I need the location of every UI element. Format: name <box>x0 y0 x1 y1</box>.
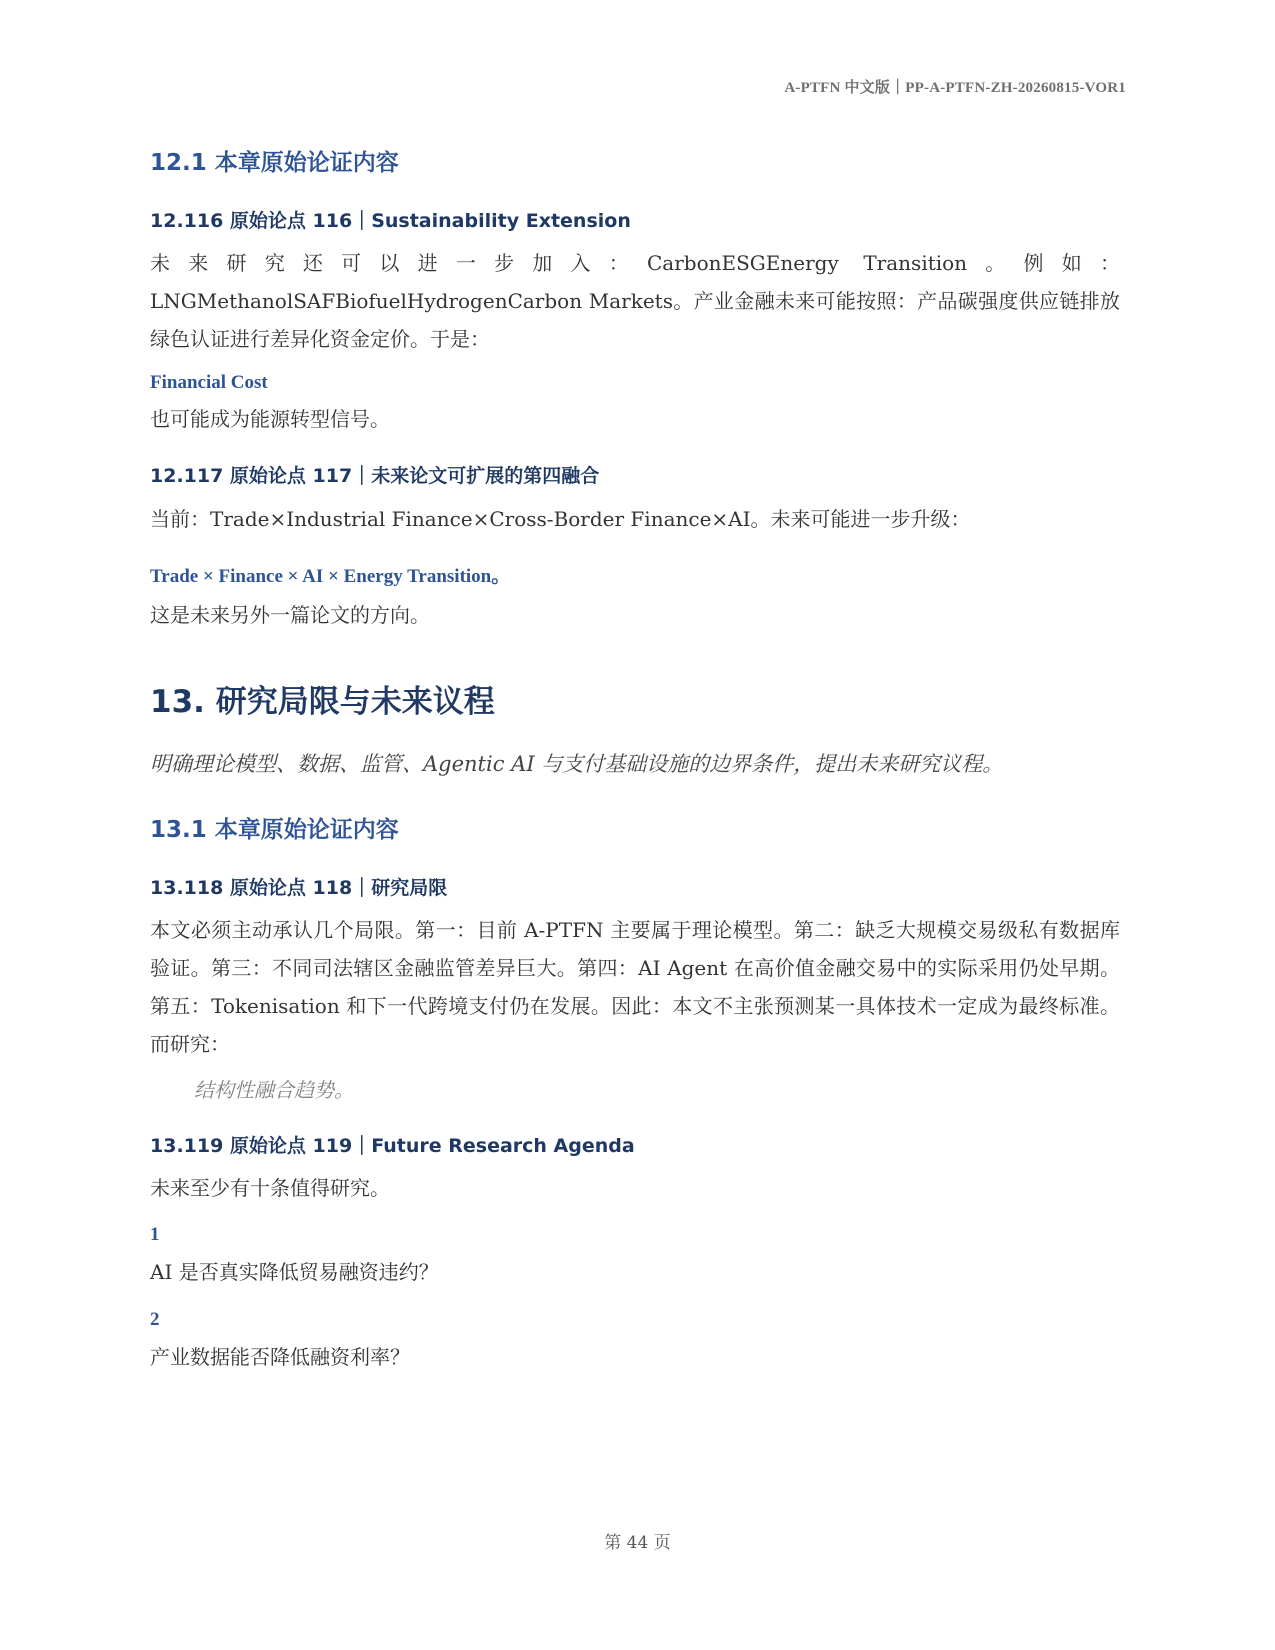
section-heading-12-1: 12.1 本章原始论证内容 <box>150 150 399 176</box>
point-117-after: 这是未来另外一篇论文的方向。 <box>150 603 430 627</box>
point-heading-118: 13.118 原始论点 118｜研究局限 <box>150 877 448 899</box>
agenda-item-number: 1 <box>150 1224 160 1245</box>
financial-cost-label: Financial Cost <box>150 372 268 393</box>
point-118-body: 本文必须主动承认几个局限。第一：目前 A-PTFN 主要属于理论模型。第二：缺乏大规模交易级私有数据库验证。第三：不同司法辖区金融监管差异巨大。第四：AI Agent 在高价值金融交易中的实际采用仍处早期。第五：Tokenisation 和下一代跨境支付仍在发展。因此：本文不主张预测某一具体技术一定成为最终标准。而研究： <box>150 918 1120 1056</box>
point-116-after: 也可能成为能源转型信号。 <box>150 407 390 431</box>
convergence-formula: Trade × Finance × AI × Energy Transition。 <box>150 566 511 587</box>
section-heading-13-1: 13.1 本章原始论证内容 <box>150 817 399 843</box>
agenda-item-number: 2 <box>150 1309 160 1330</box>
point-heading-117: 12.117 原始论点 117｜未来论文可扩展的第四融合 <box>150 465 600 487</box>
agenda-item-text: 产业数据能否降低融资利率？ <box>150 1345 410 1369</box>
agenda-item-text: AI 是否真实降低贸易融资违约？ <box>150 1260 439 1284</box>
running-header: A-PTFN 中文版｜PP-A-PTFN-ZH-20260815-VOR1 <box>784 80 1126 96</box>
point-heading-119: 13.119 原始论点 119｜Future Research Agenda <box>150 1135 635 1157</box>
point-116-body: 未来研究还可以进一步加入：CarbonESGEnergy Transition。例如：LNGMethanolSAFBiofuelHydrogenCarbon Markets。产业金融未来可能按照：产品碳强度供应链排放绿色认证进行差异化资金定价。于是： <box>150 251 1120 351</box>
point-heading-116: 12.116 原始论点 116｜Sustainability Extension <box>150 210 631 232</box>
point-118-quote: 结构性融合趋势。 <box>194 1078 354 1102</box>
chapter-13-lead: 明确理论模型、数据、监管、Agentic AI 与支付基础设施的边界条件，提出未来研究议程。 <box>150 752 1004 776</box>
point-119-body: 未来至少有十条值得研究。 <box>150 1176 390 1200</box>
point-117-body: 当前：Trade×Industrial Finance×Cross-Border Finance×AI。未来可能进一步升级： <box>150 507 971 531</box>
chapter-heading-13: 13. 研究局限与未来议程 <box>150 684 495 720</box>
page-number: 第 44 页 <box>604 1533 671 1553</box>
